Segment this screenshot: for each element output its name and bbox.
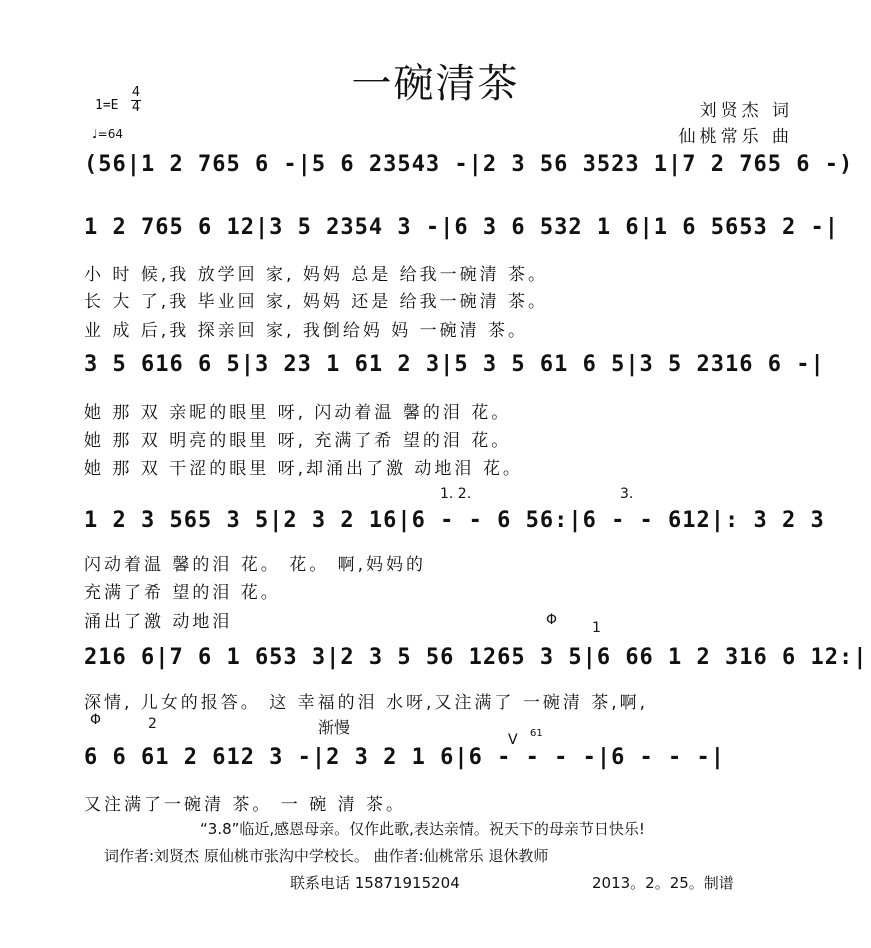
score-date: 2013。2。25。制谱	[592, 874, 734, 892]
lyric-line: 深情, 儿女的报答。 这 幸福的泪 水呀,又注满了 一碗清 茶,啊,	[84, 693, 649, 713]
lyric-line: 涌出了激 动地泪	[84, 612, 233, 632]
volta-1-2: 1. 2.	[440, 486, 472, 502]
lyric-line: 业 成 后,我 探亲回 家, 我倒给妈 妈 一碗清 茶。	[84, 321, 529, 341]
staff-line-4: 1 2 3 565 3 5|2 3 2 16|6 - - 6 56:|6 - - 612|: 3 2 3	[84, 508, 825, 533]
time-signature	[131, 86, 141, 115]
song-title: 一碗清茶	[351, 61, 520, 107]
key-signature: 1=E	[95, 98, 119, 113]
coda-sign-icon: Φ	[546, 612, 558, 628]
lyric-line: 小 时 候,我 放学回 家, 妈妈 总是 给我一碗清 茶。	[84, 265, 549, 285]
coda-label: 2	[148, 716, 157, 732]
lyric-line: 她 那 双 亲昵的眼里 呀, 闪动着温 馨的泪 花。	[84, 403, 512, 423]
time-bottom: 4	[131, 100, 141, 115]
lyric-line: 长 大 了,我 毕业回 家, 妈妈 还是 给我一碗清 茶。	[84, 292, 549, 312]
lyric-line: 她 那 双 明亮的眼里 呀, 充满了希 望的泪 花。	[84, 431, 512, 451]
staff-line-3: 3 5 616 6 5|3 23 1 61 2 3|5 3 5 61 6 5|3 5 2316 6 -|	[84, 352, 825, 377]
staff-line-1: (56|1 2 765 6 -|5 6 23543 -|2 3 56 3523 1|7 2 765 6 -)	[84, 152, 854, 177]
breath-mark: V	[508, 732, 518, 748]
time-top: 4	[131, 85, 141, 100]
coda-label: 1	[592, 620, 601, 636]
staff-line-6: 6 6 61 2 612 3 -|2 3 2 1 6|6 - - - -|6 - - -|	[84, 745, 726, 770]
lyric-line: 她 那 双 干涩的眼里 呀,却涌出了激 动地泪 花。	[84, 459, 523, 479]
ritardando-marking: 渐慢	[318, 718, 351, 737]
lyric-line: 闪动着温 馨的泪 花。 花。 啊,妈妈的	[84, 555, 427, 575]
dedication-text: “3.8”临近,感恩母亲。仅作此歌,表达亲情。祝天下的母亲节日快乐!	[200, 820, 645, 838]
contact-phone: 联系电话 15871915204	[290, 874, 460, 892]
lyric-line: 又注满了一碗清 茶。 一 碗 清 茶。	[84, 795, 407, 815]
staff-line-5: 216 6|7 6 1 653 3|2 3 5 56 1265 3 5|6 66 1 2 316 6 12:|	[84, 645, 868, 670]
volta-3: 3.	[620, 486, 634, 502]
tempo-marking: ♩=64	[92, 127, 123, 141]
staff-line-2: 1 2 765 6 12|3 5 2354 3 -|6 3 6 532 1 6|1 6 5653 2 -|	[84, 215, 839, 240]
coda-sign-icon: Φ	[90, 712, 102, 728]
lyric-line: 充满了希 望的泪 花。	[84, 583, 281, 603]
grace-note-tag: 61	[530, 728, 543, 739]
composer-credit: 仙桃常乐 曲	[678, 127, 793, 147]
author-credits: 词作者:刘贤杰 原仙桃市张沟中学校长。 曲作者:仙桃常乐 退休教师	[104, 847, 549, 865]
lyricist-credit: 刘贤杰 词	[699, 101, 793, 121]
